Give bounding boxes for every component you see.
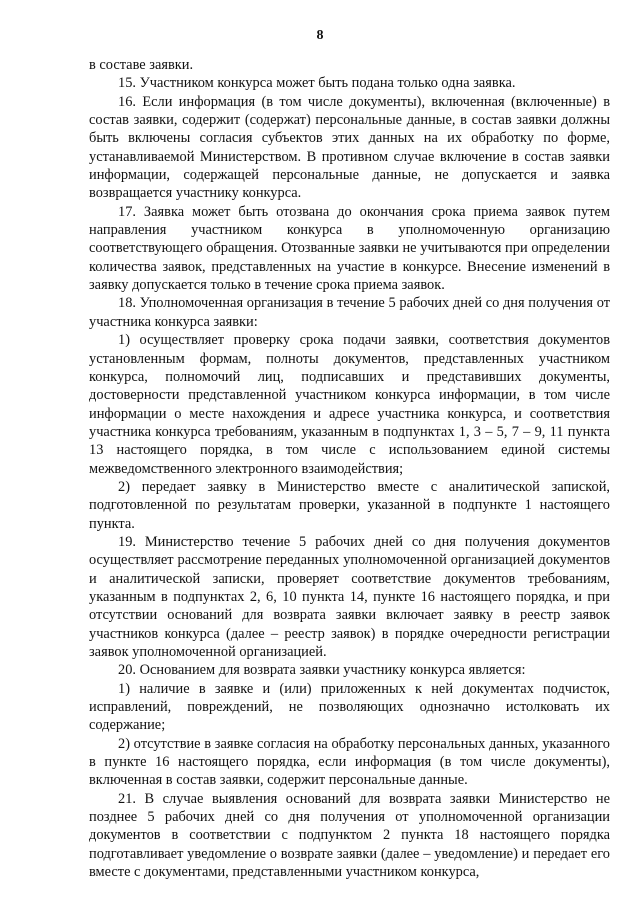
paragraph: 1) наличие в заявке и (или) приложенных к ней документах подчисток, исправлений, повреждений, не позволяющих однозначно истолковать их содержание; xyxy=(89,680,610,734)
paragraph: 16. Если информация (в том числе документы), включенная (включенные) в состав заявки, содержит (содержат) персональные данные, в состав заявки должны быть включены согласия субъектов этих данных на их обработку по форме, устанавливаемой Министерством. В противном случае включение в состав заявки информации, содержащей персональные данные, не допускается и заявка возвращается участнику конкурса. xyxy=(89,93,610,202)
paragraph: 20. Основанием для возврата заявки участнику конкурса является: xyxy=(118,662,526,679)
document-body xyxy=(89,56,610,881)
page-number: 8 xyxy=(316,28,324,43)
paragraph: 17. Заявка может быть отозвана до окончания срока приема заявок путем направления участником конкурса в уполномоченную организацию соответствующего обращения. Отозванные заявки не учитываются при определении количества заявок, представленных на участие в конкурсе. Внесение изменений в заявку допускается только в течение срока приема заявок. xyxy=(89,203,610,294)
paragraph: в составе заявки. xyxy=(89,57,194,73)
paragraph: 15. Участником конкурса может быть подана только одна заявка. xyxy=(118,75,516,92)
paragraph: 19. Министерство течение 5 рабочих дней со дня получения документов осуществляет рассмотрение переданных уполномоченной организацией документов и аналитической записки, проверяет соответствие документов требованиям, указанным в подпунктах 2, 6, 10 пункта 14, пункте 16 настоящего порядка, и при отсутствии оснований для возврата заявки включает заявку в реестр заявок участников конкурса (далее – реестр заявок) в порядке очередности регистрации заявок уполномоченной организацией. xyxy=(89,533,610,660)
paragraph: 1) осуществляет проверку срока подачи заявки, соответствия документов установленным формам, полноты документов, представленных участником конкурса, полномочий лиц, подписавших и представивших документы, достоверности представленной участником конкурса информации, в том числе информации о месте нахождения и адресе участника конкурса, и соответствия участника конкурса требованиям, указанным в подпунктах 1, 3 – 5, 7 – 9, 11 пункта 13 настоящего порядка, в том числе с использованием единой системы межведомственного электронного взаимодействия; xyxy=(89,332,610,477)
paragraph: 18. Уполномоченная организация в течение 5 рабочих дней со дня получения от участника конкурса заявки: xyxy=(89,295,610,330)
paragraph: 21. В случае выявления оснований для возврата заявки Министерство не позднее 5 рабочих дней со дня получения от уполномоченной организации документов в соответствии с подпунктом 2 пункта 18 настоящего порядка подготавливает уведомление о возврате заявки (далее – уведомление) и передает его вместе с документами, представленными участником конкурса, xyxy=(89,790,610,881)
paragraph: 2) отсутствие в заявке согласия на обработку персональных данных, указанного в пункте 16 настоящего порядка, если информация (в том числе документы), включенная в состав заявки, содержит персональные данные. xyxy=(89,735,610,789)
paragraph: 2) передает заявку в Министерство вместе с аналитической запиской, подготовленной по результатам проверки, указанной в подпункте 1 настоящего пункта. xyxy=(89,478,610,532)
